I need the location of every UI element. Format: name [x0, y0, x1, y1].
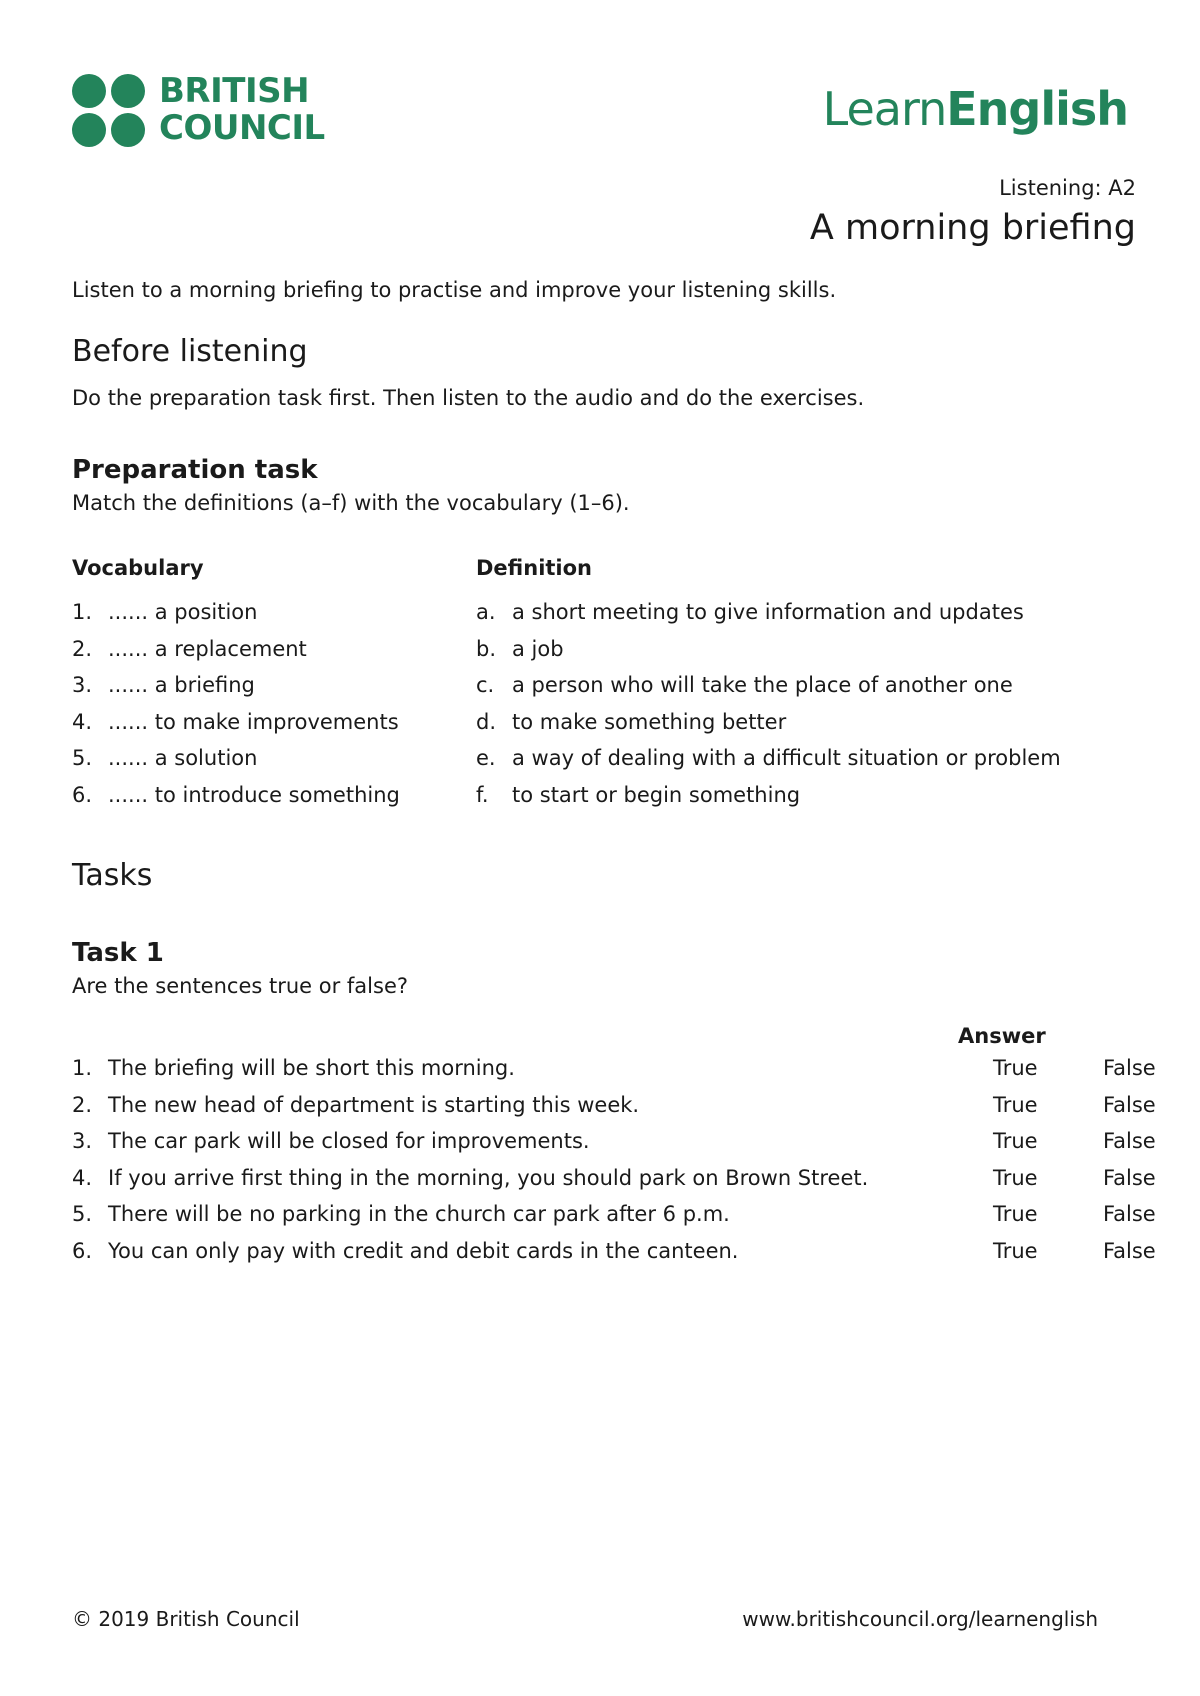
list-item: 6. ...... to introduce something: [72, 782, 400, 807]
definition-header: Definition: [476, 556, 593, 580]
british-council-logo: [72, 72, 325, 148]
false-option[interactable]: False: [1103, 1092, 1156, 1117]
list-item: e. a way of dealing with a difficult situation or problem: [476, 746, 1061, 771]
false-option[interactable]: False: [1103, 1165, 1156, 1190]
true-false-list: [72, 1050, 1156, 1269]
task1-heading: Task 1: [72, 938, 164, 968]
page-title: A morning briefing: [809, 208, 1136, 248]
english-wordmark: English: [946, 82, 1128, 136]
logo-line-1: BRITISH: [159, 71, 310, 111]
logo-dots-icon: [72, 74, 145, 147]
true-option[interactable]: True: [993, 1202, 1038, 1227]
list-item: a. a short meeting to give information and updates: [476, 600, 1024, 625]
learn-wordmark: Learn: [822, 82, 947, 136]
intro-text: Listen to a morning briefing to practise and improve your listening skills.: [72, 278, 837, 302]
learnenglish-logo: [823, 82, 1128, 136]
list-item: f. to start or begin something: [476, 782, 801, 807]
true-option[interactable]: True: [993, 1165, 1038, 1190]
vocabulary-header: Vocabulary: [72, 556, 204, 580]
true-option[interactable]: True: [993, 1092, 1038, 1117]
false-option[interactable]: False: [1103, 1056, 1156, 1081]
preparation-instruction: Match the definitions (a–f) with the vocabulary (1–6).: [72, 491, 630, 515]
level-label: Listening: A2: [999, 176, 1136, 200]
false-option[interactable]: False: [1103, 1129, 1156, 1154]
list-item: 1. The briefing will be short this morning. True False: [72, 1056, 1156, 1081]
list-item: 2. ...... a replacement: [72, 636, 307, 661]
task1-instruction: Are the sentences true or false?: [72, 974, 409, 998]
list-item: d. to make something better: [476, 709, 787, 734]
list-item: b. a job: [476, 636, 564, 661]
true-option[interactable]: True: [993, 1238, 1038, 1263]
logo-wordmark: [159, 73, 325, 147]
definition-list: [476, 594, 1061, 813]
list-item: 5. There will be no parking in the church car park after 6 p.m. True False: [72, 1202, 1156, 1227]
list-item: 3. ...... a briefing: [72, 673, 255, 698]
false-option[interactable]: False: [1103, 1238, 1156, 1263]
true-option[interactable]: True: [993, 1056, 1038, 1081]
answer-header: Answer: [958, 1024, 1046, 1048]
list-item: 4. ...... to make improvements: [72, 709, 399, 734]
list-item: 1. ...... a position: [72, 600, 258, 625]
list-item: 4. If you arrive first thing in the morning, you should park on Brown Street. True False: [72, 1165, 1156, 1190]
before-listening-heading: Before listening: [72, 334, 308, 369]
true-option[interactable]: True: [993, 1129, 1038, 1154]
list-item: 2. The new head of department is starting this week. True False: [72, 1092, 1156, 1117]
copyright-text: © 2019 British Council: [72, 1607, 300, 1631]
before-listening-text: Do the preparation task first. Then listen to the audio and do the exercises.: [72, 386, 865, 410]
vocabulary-list: [72, 594, 400, 813]
tasks-heading: Tasks: [72, 858, 153, 893]
list-item: 5. ...... a solution: [72, 746, 258, 771]
footer-url-link[interactable]: www.britishcouncil.org/learnenglish: [742, 1607, 1098, 1631]
list-item: 3. The car park will be closed for improvements. True False: [72, 1129, 1156, 1154]
logo-line-2: COUNCIL: [159, 108, 325, 148]
list-item: c. a person who will take the place of another one: [476, 673, 1013, 698]
preparation-heading: Preparation task: [72, 455, 318, 485]
false-option[interactable]: False: [1103, 1202, 1156, 1227]
list-item: 6. You can only pay with credit and debit cards in the canteen. True False: [72, 1238, 1156, 1263]
